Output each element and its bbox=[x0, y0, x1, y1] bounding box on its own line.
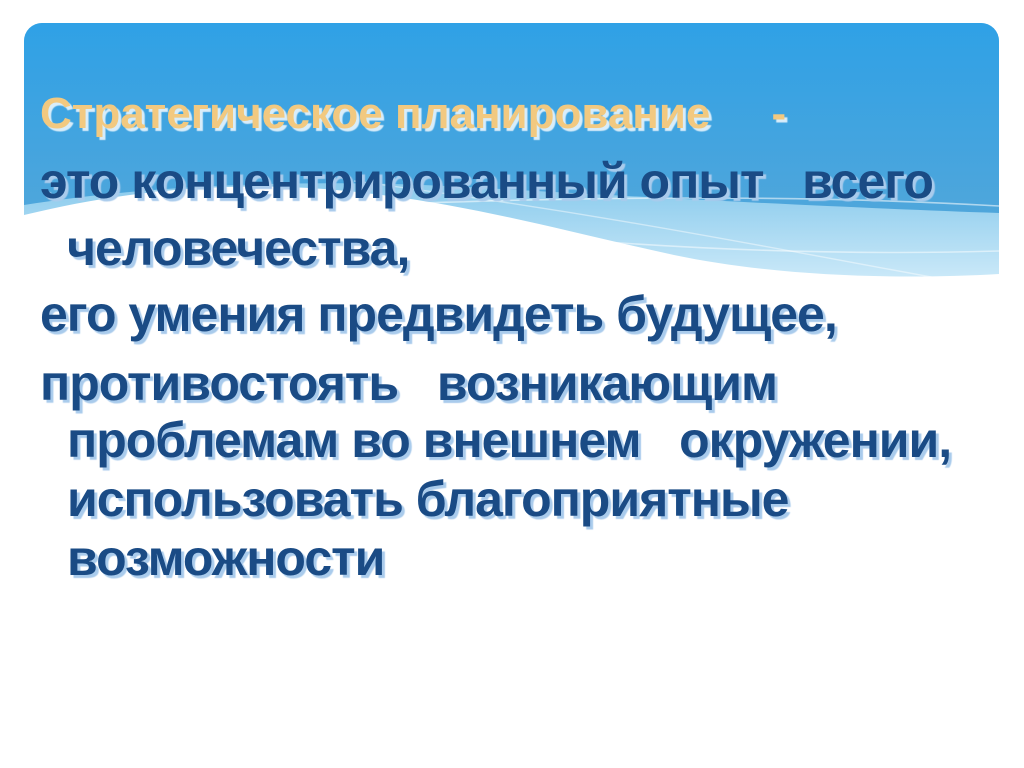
body-line-1: это концентрированный опыт всего bbox=[40, 153, 933, 209]
body-line-5: проблемам во внешнем окружении, bbox=[67, 412, 952, 468]
body-line-2: человечества, bbox=[67, 220, 410, 276]
body-line-4: противостоять возникающим bbox=[40, 355, 778, 411]
body-line-3: его умения предвидеть будущее, bbox=[40, 286, 837, 342]
slide-title: Стратегическое планирование - bbox=[40, 89, 787, 138]
body-line-6: использовать благоприятные bbox=[67, 471, 789, 527]
slide-panel bbox=[24, 23, 999, 745]
body-line-7: возможности bbox=[67, 530, 385, 586]
